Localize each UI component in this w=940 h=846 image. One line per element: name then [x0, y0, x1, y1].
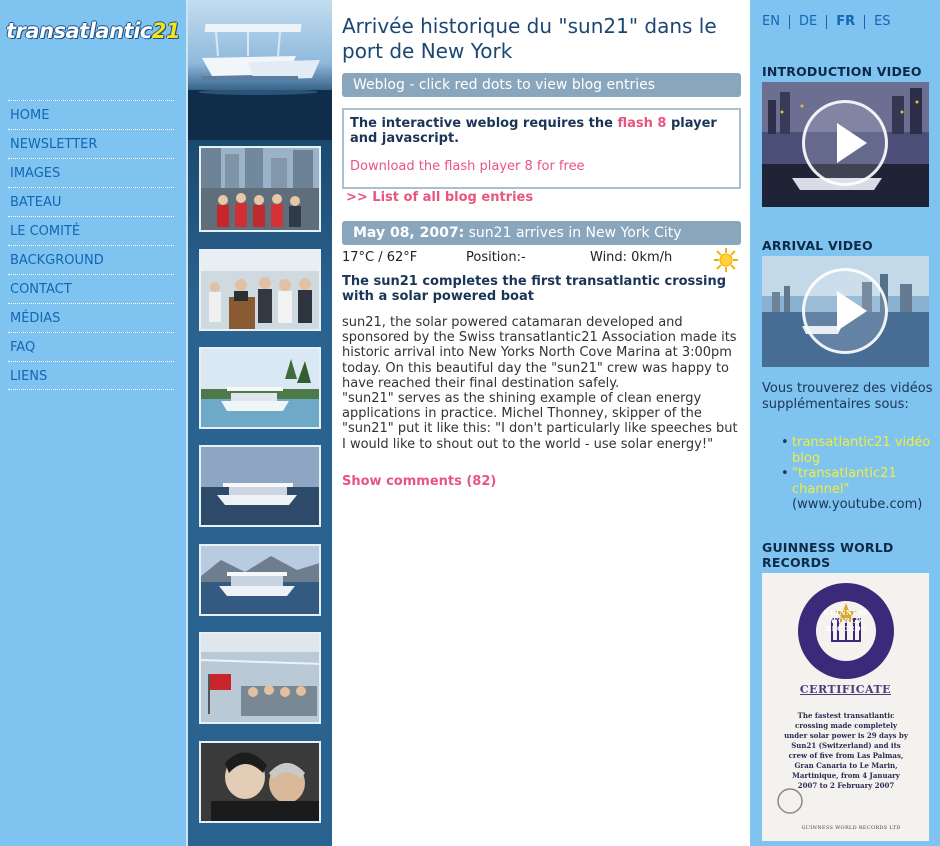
sun-icon [713, 247, 739, 273]
play-icon [802, 100, 888, 186]
weather-row [342, 250, 741, 268]
wind: Wind: 0km/h [590, 250, 673, 265]
intro-video-heading: INTRODUCTION VIDEO [762, 64, 922, 79]
site-logo[interactable] [6, 19, 178, 49]
nav-item-contact[interactable]: CONTACT [8, 274, 174, 303]
post-title: sun21 arrives in New York City [464, 225, 682, 241]
blog-list-link[interactable]: >> List of all blog entries [346, 190, 534, 205]
list-item [792, 435, 937, 466]
video-blog-link[interactable]: transatlantic21 vidéo blog [792, 435, 931, 466]
lang-en[interactable]: EN [762, 14, 780, 29]
nav-item-le-comite[interactable]: LE COMITÉ [8, 216, 174, 245]
thumbnail-embrace[interactable] [199, 741, 321, 823]
nav-item-background[interactable]: BACKGROUND [8, 245, 174, 274]
main-menu [8, 100, 174, 390]
certificate-footer: GUINNESS WORLD RECORDS LTD [801, 825, 901, 831]
weblog-bar [342, 73, 741, 97]
more-videos-text: Vous trouverez des vidéos supplémentaires sous: [762, 381, 933, 412]
post-paragraph: "sun21" serves as the shining example of clean energy applications in practice. Michel Thonney, skipper of the "sun21" put it like this: "I don't particularly like speeches but I would like to shout out to the world - use solar energy!" [342, 391, 738, 452]
post-header-bar [342, 221, 741, 245]
certificate-body: The fastest transatlantic crossing made completely under solar power is 29 days by Sun21 (Switzerland) and its crew of five from Las Palmas, Gran Canaria to Le Marin, Martinique, from 4 January 2007 to 2 February 2007 [784, 711, 908, 790]
video-links-list [792, 435, 937, 513]
lang-es[interactable]: ES [864, 15, 899, 29]
guinness-heading: GUINNESS WORLD RECORDS [762, 540, 894, 570]
page-title: Arrivée historique du "sun21" dans le port de New York [342, 14, 717, 63]
post-date: May 08, 2007: [353, 225, 465, 241]
nav-item-images[interactable]: IMAGES [8, 158, 174, 187]
flash-required-box [342, 108, 741, 189]
arrival-video-player[interactable] [762, 256, 929, 367]
nav-item-home[interactable]: HOME [8, 100, 174, 129]
youtube-domain: (www.youtube.com) [792, 497, 923, 512]
nav-item-faq[interactable]: FAQ [8, 332, 174, 361]
logo-number: 21 [151, 19, 180, 43]
right-sidebar [750, 0, 940, 846]
hero-boat-image [188, 0, 332, 140]
lang-de[interactable]: DE [789, 15, 826, 29]
certificate-title: CERTIFICATE [799, 683, 892, 696]
lang-fr[interactable]: FR [826, 15, 864, 29]
guinness-certificate-image[interactable] [762, 573, 929, 841]
position: Position:- [466, 250, 526, 265]
flash-msg-text: The interactive weblog requires the [350, 116, 618, 131]
download-flash-link[interactable]: Download the flash player 8 for free [350, 159, 585, 174]
thumbnail-crew-new-york[interactable] [199, 146, 321, 232]
temperature: 17°C / 62°F [342, 250, 418, 265]
flash-msg-text-end: player and javascript. [350, 116, 717, 146]
logo-text: transatlantic [6, 19, 152, 43]
arrival-video-heading: ARRIVAL VIDEO [762, 238, 873, 253]
nav-item-newsletter[interactable]: NEWSLETTER [8, 129, 174, 158]
thumbnail-speech-on-deck[interactable] [199, 249, 321, 331]
post-paragraph: sun21, the solar powered catamaran developed and sponsored by the Swiss transatlantic21 Association made its historic arrival into New Yorks North Cove Marina at 3:00pm today. On this beautiful day the "sun21" crew was happy to have reached their final destination safely. [342, 315, 737, 391]
nav-item-bateau[interactable]: BATEAU [8, 187, 174, 216]
flash-required-message [350, 116, 733, 146]
left-navigation [0, 0, 186, 846]
play-icon [802, 268, 888, 354]
post-body [342, 315, 744, 452]
seal-text: GUINNESS WORLD RECORDS [823, 609, 869, 633]
weblog-bar-label: Weblog - click red dots to view blog entries [353, 77, 656, 93]
language-switcher [762, 14, 900, 29]
youtube-channel-link[interactable]: "transatlantic21 channel" [792, 466, 897, 497]
show-comments-link[interactable]: Show comments (82) [342, 474, 497, 489]
list-item [792, 466, 937, 513]
nav-item-liens[interactable]: LIENS [8, 361, 174, 390]
thumbnail-boat-sea-dusk[interactable] [199, 445, 321, 527]
flash-8-link[interactable]: flash 8 [617, 116, 667, 131]
post-headline: The sun21 completes the first transatlantic crossing with a solar powered boat [342, 274, 727, 304]
thumbnail-crew-flag[interactable] [199, 632, 321, 724]
thumbnail-boat-mountains[interactable] [199, 544, 321, 616]
intro-video-player[interactable] [762, 82, 929, 207]
nav-item-medias[interactable]: MÉDIAS [8, 303, 174, 332]
photo-column [186, 0, 332, 846]
main-content [332, 0, 750, 846]
thumbnail-boat-palms[interactable] [199, 347, 321, 429]
